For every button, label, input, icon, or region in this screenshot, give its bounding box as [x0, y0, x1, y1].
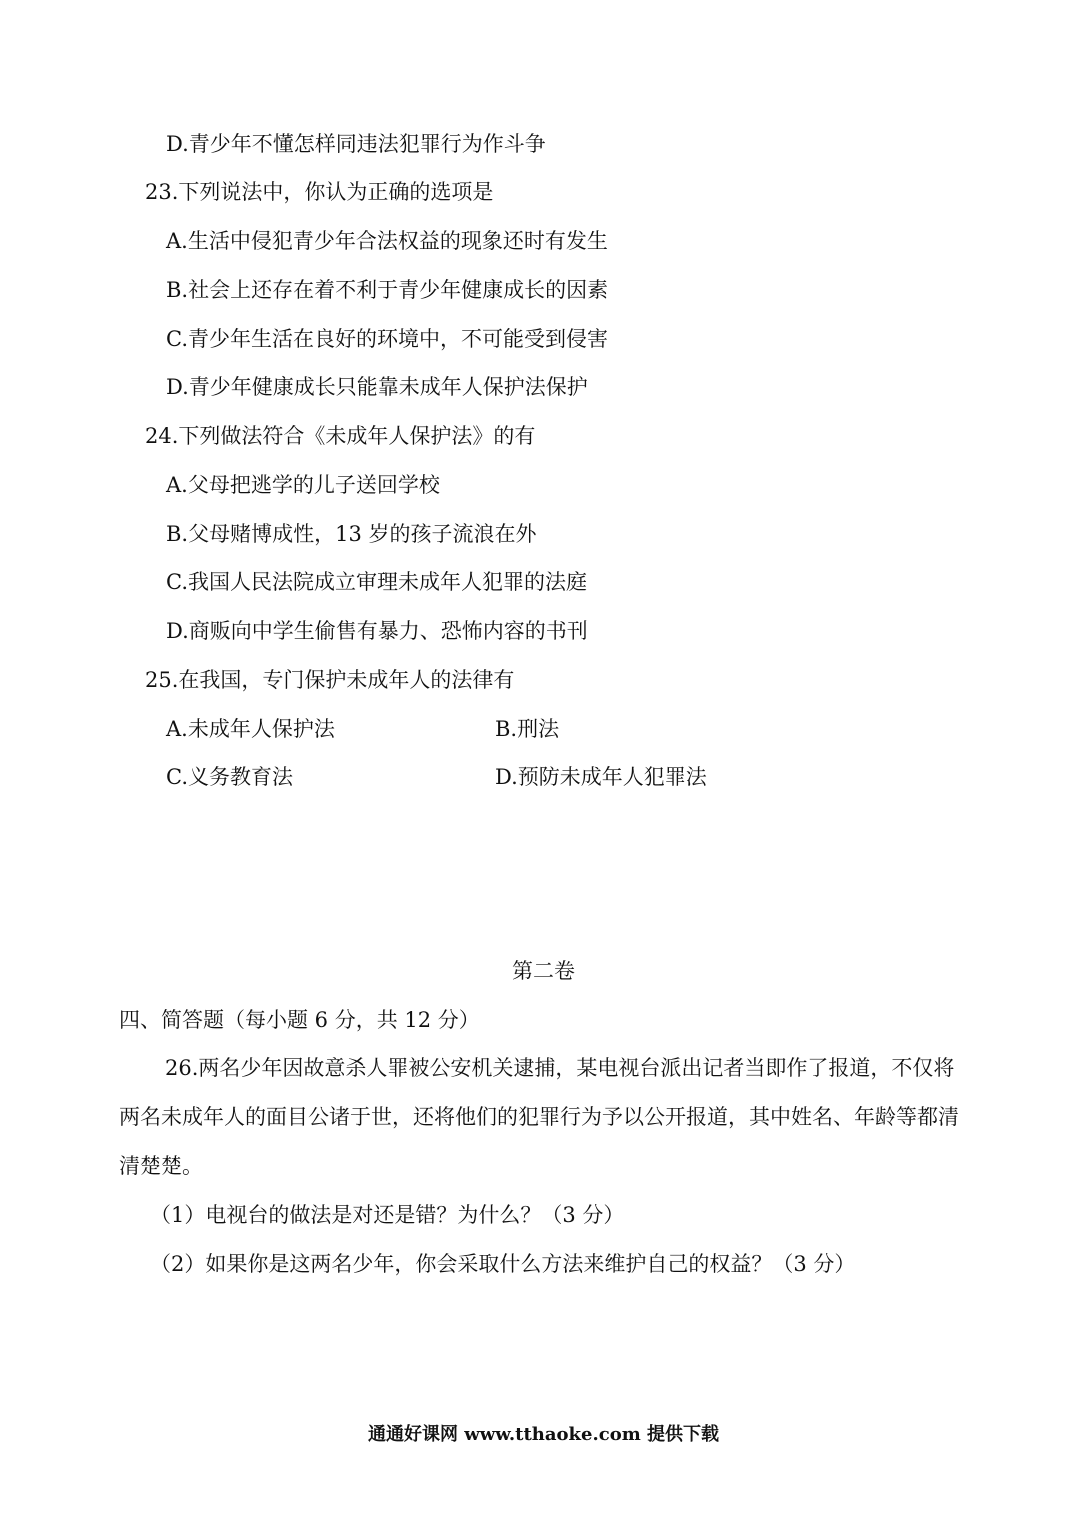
- question-26-subquestion-1: （1）电视台的做法是对还是错？为什么？（3 分）: [150, 1203, 625, 1227]
- question-24-stem: 24.下列做法符合《未成年人保护法》的有: [145, 424, 536, 448]
- question-25-option-d: D.预防未成年人犯罪法: [495, 765, 707, 789]
- question-26-line-1: 26.两名少年因故意杀人罪被公安机关逮捕，某电视台派出记者当即作了报道，不仅将: [165, 1056, 955, 1080]
- question-25-option-b: B.刑法: [495, 717, 560, 741]
- question-23-option-c: C.青少年生活在良好的环境中，不可能受到侵害: [166, 327, 608, 351]
- question-26-line-3: 清楚楚。: [119, 1154, 203, 1178]
- question-25-option-c: C.义务教育法: [166, 765, 293, 789]
- question-24-option-b: B.父母赌博成性，13 岁的孩子流浪在外: [166, 522, 537, 546]
- question-24-option-c: C.我国人民法院成立审理未成年人犯罪的法庭: [166, 570, 587, 594]
- question-23-option-b: B.社会上还存在着不利于青少年健康成长的因素: [166, 278, 609, 302]
- part-two-title: 第二卷: [512, 959, 575, 983]
- question-25-stem: 25.在我国，专门保护未成年人的法律有: [145, 668, 515, 692]
- question-23-stem: 23.下列说法中，你认为正确的选项是: [145, 180, 494, 204]
- question-22-option-d: D.青少年不懂怎样同违法犯罪行为作斗争: [166, 132, 546, 156]
- question-23-option-d: D.青少年健康成长只能靠未成年人保护法保护: [166, 375, 588, 399]
- question-23-option-a: A.生活中侵犯青少年合法权益的现象还时有发生: [166, 229, 608, 253]
- question-24-option-d: D.商贩向中学生偷售有暴力、恐怖内容的书刊: [166, 619, 588, 643]
- question-24-option-a: A.父母把逃学的儿子送回学校: [166, 473, 440, 497]
- question-26-subquestion-2: （2）如果你是这两名少年，你会采取什么方法来维护自己的权益？（3 分）: [150, 1252, 856, 1276]
- question-25-option-a: A.未成年人保护法: [166, 717, 335, 741]
- section-heading: 四、简答题（每小题 6 分，共 12 分）: [119, 1008, 480, 1032]
- question-26-line-2: 两名未成年人的面目公诸于世，还将他们的犯罪行为予以公开报道，其中姓名、年龄等都清: [119, 1105, 959, 1129]
- footer-download-note: 通通好课网 www.tthaoke.com 提供下载: [367, 1424, 720, 1445]
